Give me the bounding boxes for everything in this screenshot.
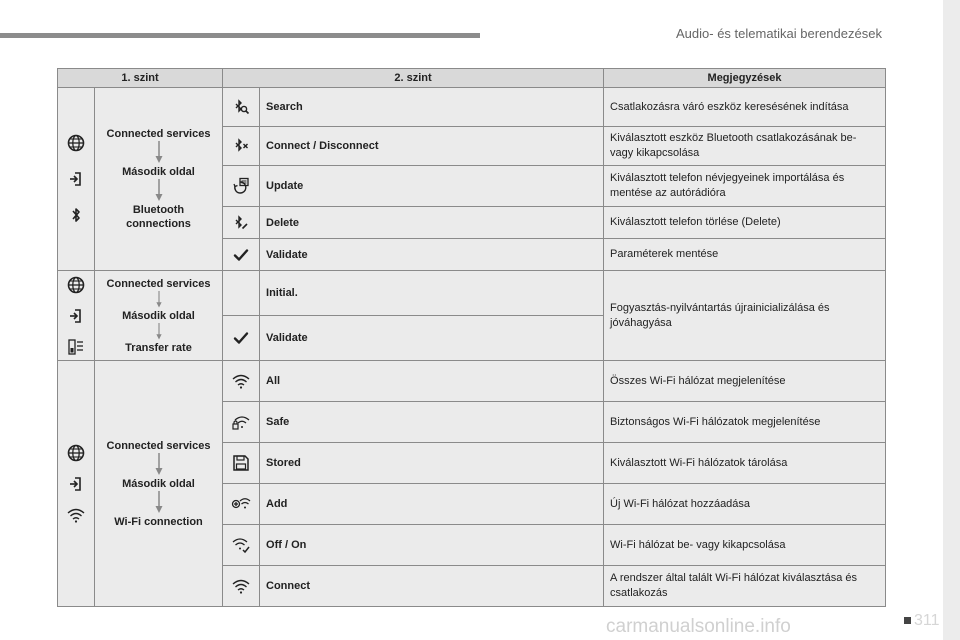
bluetooth-disconnect-icon: [230, 135, 252, 157]
row-icon-cell: [223, 207, 260, 239]
arrow-down-icon: [155, 291, 163, 309]
function-update: Update: [260, 166, 604, 207]
transfer-rate-icon: [65, 336, 87, 358]
note-delete: Kiválasztott telefon törlése (Delete): [604, 207, 886, 239]
column-header-level1: 1. szint: [58, 69, 223, 88]
level1-transfer-rate: Transfer rate: [125, 341, 192, 354]
row-icon-cell: [223, 127, 260, 166]
level1-connected-services: Connected services: [106, 128, 211, 140]
row-icon-cell: [223, 166, 260, 207]
note-validate: Paraméterek mentése: [604, 239, 886, 271]
level1-wifi-connection: Wi-Fi connection: [114, 515, 203, 528]
note-add: Új Wi-Fi hálózat hozzáadása: [604, 484, 886, 525]
contacts-update-icon: [230, 175, 252, 197]
settings-table: [57, 68, 886, 607]
table-row: [58, 271, 886, 316]
level1-icons-cell: [58, 271, 95, 361]
function-connect-disconnect: Connect / Disconnect: [260, 127, 604, 166]
table-header-row: [58, 69, 886, 88]
side-strip: [943, 0, 960, 640]
table-row: [58, 361, 886, 402]
function-all: All: [260, 361, 604, 402]
save-icon: [230, 452, 252, 474]
globe-icon: [65, 442, 87, 464]
note-connect-disconnect: Kiválasztott eszköz Bluetooth csatlakozásának be- vagy kikapcsolása: [604, 127, 886, 166]
note-connect: A rendszer által talált Wi-Fi hálózat kiválasztása és csatlakozás: [604, 566, 886, 607]
watermark-text: carmanualsonline.info: [606, 616, 791, 637]
level1-connected-services: Connected services: [106, 439, 211, 452]
row-icon-cell: [223, 271, 260, 316]
function-connect: Connect: [260, 566, 604, 607]
function-add: Add: [260, 484, 604, 525]
bluetooth-delete-icon: [230, 212, 252, 234]
note-all: Összes Wi-Fi hálózat megjelenítése: [604, 361, 886, 402]
level1-second-page: Második oldal: [122, 309, 195, 322]
level1-connected-services: Connected services: [106, 277, 211, 290]
level1-path-cell: [95, 88, 223, 271]
note-update: Kiválasztott telefon névjegyeinek importálása és mentése az autórádióra: [604, 166, 886, 207]
note-safe: Biztonságos Wi-Fi hálózatok megjelenítése: [604, 402, 886, 443]
exit-icon: [65, 305, 87, 327]
row-icon-cell: [223, 443, 260, 484]
level1-bluetooth-connections: Bluetooth connections: [126, 204, 191, 230]
page-number: 311: [914, 612, 940, 629]
check-icon: [230, 327, 252, 349]
header-bar: [0, 33, 480, 38]
exit-icon: [65, 168, 87, 190]
function-initial: Initial.: [260, 271, 604, 316]
column-header-level2: 2. szint: [223, 69, 604, 88]
row-icon-cell: [223, 525, 260, 566]
level1-second-page: Második oldal: [122, 477, 195, 490]
arrow-down-icon: [155, 491, 163, 515]
wifi-icon: [230, 370, 252, 392]
row-icon-cell: [223, 402, 260, 443]
arrow-down-icon: [155, 323, 163, 341]
check-icon: [230, 244, 252, 266]
row-icon-cell: [223, 239, 260, 271]
page-header-title: Audio- és telematikai berendezések: [676, 26, 882, 41]
arrow-down-icon: [155, 453, 163, 477]
row-icon-cell: [223, 361, 260, 402]
wifi-secure-icon: [230, 411, 252, 433]
row-icon-cell: [223, 484, 260, 525]
globe-icon: [65, 274, 87, 296]
note-off-on: Wi-Fi hálózat be- vagy kikapcsolása: [604, 525, 886, 566]
level1-path-cell: [95, 271, 223, 361]
bluetooth-search-icon: [230, 96, 252, 118]
globe-icon: [65, 132, 87, 154]
row-icon-cell: [223, 566, 260, 607]
level1-path-cell: [95, 361, 223, 607]
wifi-icon: [230, 575, 252, 597]
wifi-add-icon: [230, 493, 252, 515]
note-search: Csatlakozásra váró eszköz keresésének indítása: [604, 88, 886, 127]
function-delete: Delete: [260, 207, 604, 239]
wifi-toggle-icon: [230, 534, 252, 556]
level1-second-page: Második oldal: [122, 166, 195, 178]
bluetooth-icon: [65, 204, 87, 226]
function-validate: Validate: [260, 316, 604, 361]
column-header-notes: Megjegyzések: [604, 69, 886, 88]
function-search: Search: [260, 88, 604, 127]
function-validate: Validate: [260, 239, 604, 271]
arrow-down-icon: [155, 141, 163, 165]
function-off-on: Off / On: [260, 525, 604, 566]
level1-icons-cell: [58, 88, 95, 271]
note-reset-consumption: Fogyasztás-nyilvántartás újrainicializálása és jóváhagyása: [604, 271, 886, 361]
note-stored: Kiválasztott Wi-Fi hálózatok tárolása: [604, 443, 886, 484]
page-bullet: [904, 617, 911, 624]
exit-icon: [65, 473, 87, 495]
wifi-icon: [65, 504, 87, 526]
level1-icons-cell: [58, 361, 95, 607]
table-row: [58, 88, 886, 127]
arrow-down-icon: [155, 179, 163, 203]
function-stored: Stored: [260, 443, 604, 484]
function-safe: Safe: [260, 402, 604, 443]
row-icon-cell: [223, 316, 260, 361]
row-icon-cell: [223, 88, 260, 127]
